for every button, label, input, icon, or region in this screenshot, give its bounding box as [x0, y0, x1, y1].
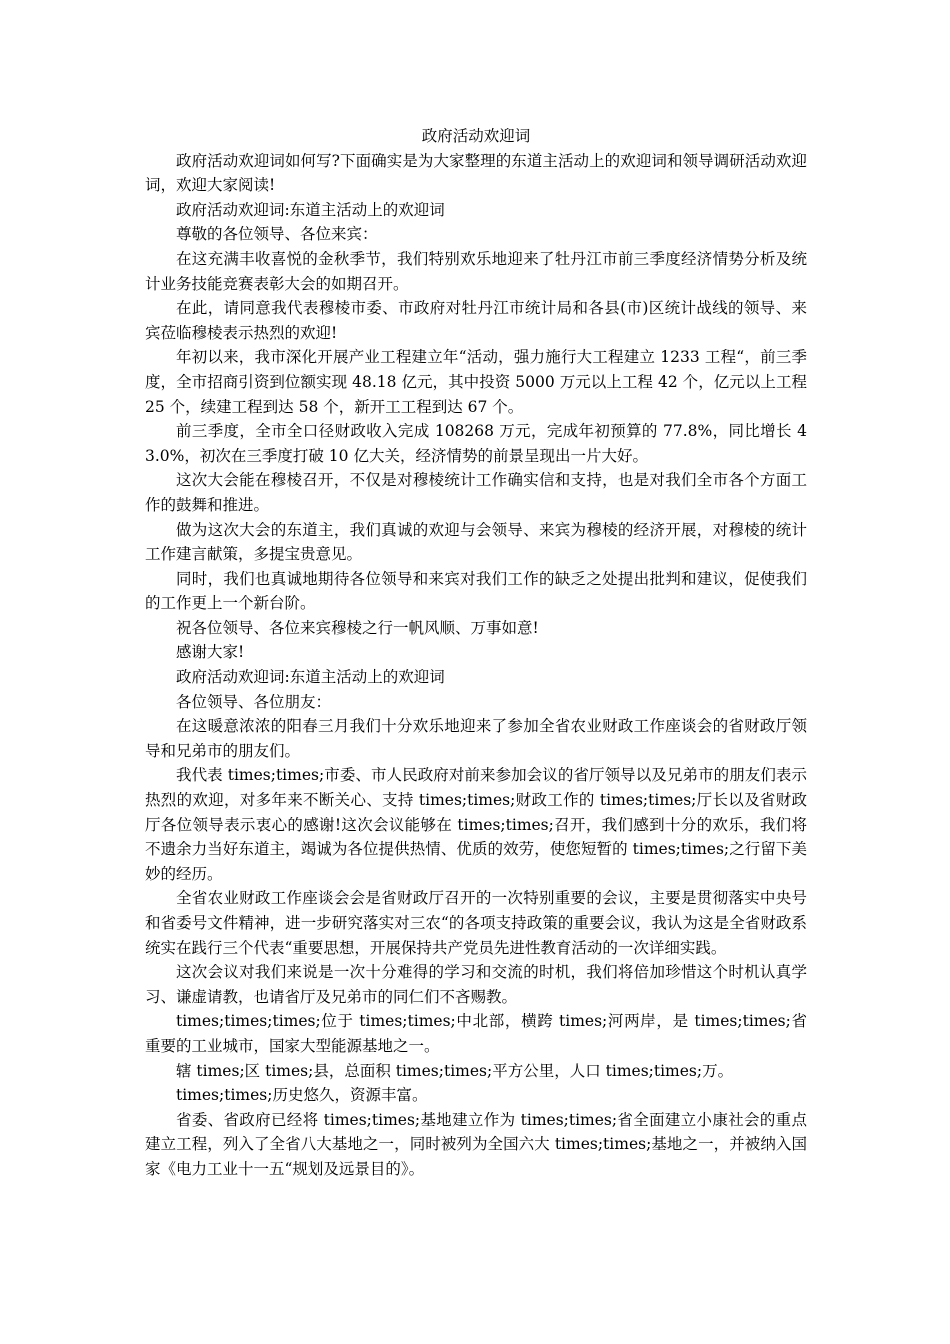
paragraph: 这次大会能在穆棱召开，不仅是对穆棱统计工作确实信和支持，也是对我们全市各个方面工作的鼓舞和推进。 [145, 471, 807, 514]
salutation-1: 尊敬的各位领导、各位来宾： [176, 225, 378, 244]
paragraph: 在此，请同意我代表穆棱市委、市政府对牡丹江市统计局和各县(市)区统计战线的领导、来宾莅临穆棱表示热烈的欢迎! [145, 299, 807, 342]
paragraph: 前三季度，全市全口径财政收入完成 108268 万元，完成年初预算的 77.8%，同比增长 43.0%，初次在三季度打破 10 亿大关，经济情势的前景呈现出一片大好。 [145, 422, 807, 465]
paragraph: 在这暖意浓浓的阳春三月我们十分欢乐地迎来了参加全省农业财政工作座谈会的省财政厅领导和兄弟市的朋友们。 [145, 717, 807, 760]
paragraph: 感谢大家! [176, 643, 245, 662]
paragraph: 同时，我们也真诚地期待各位领导和来宾对我们工作的缺乏之处提出批判和建议，促使我们的工作更上一个新台阶。 [145, 569, 807, 613]
section-heading-1: 政府活动欢迎词:东道主活动上的欢迎词 [176, 200, 445, 219]
paragraph: 祝各位领导、各位来宾穆棱之行一帆风顺、万事如意! [176, 618, 539, 637]
paragraph: 我代表 times;times;市委、市人民政府对前来参加会议的省厅领导以及兄弟市的朋友们表示热烈的欢迎，对多年来不断关心、支持 times;times;财政工作的 times;times;厅长以及省财政厅各位领导表示衷心的感谢!这次会议能够在 times;times;召开，我们感到十分的欢乐，我们将不遗余力当好东道主，竭诚为各位提供热情、优质的效劳，使您短暂的 times;times;之行留下美妙的经历。 [145, 766, 807, 883]
salutation-2: 各位领导、各位朋友： [176, 692, 332, 711]
paragraph: times;times;times;位于 times;times;中北部，横跨 times;河两岸，是 times;times;省重要的工业城市，国家大型能源基地之一。 [145, 1012, 807, 1055]
paragraph: times;times;历史悠久，资源丰富。 [176, 1086, 428, 1105]
paragraph: 在这充满丰收喜悦的金秋季节，我们特别欢乐地迎来了牡丹江市前三季度经济情势分析及统计业务技能竞赛表彰大会的如期召开。 [145, 249, 807, 293]
paragraph-intro: 政府活动欢迎词如何写?下面确实是为大家整理的东道主活动上的欢迎词和领导调研活动欢迎词，欢迎大家阅读! [145, 151, 807, 195]
paragraph: 年初以来，我市深化开展产业工程建立年“活动，强力施行大工程建立 1233 工程“，前三季度，全市招商引资到位额实现 48.18 亿元，其中投资 5000 万元以上工程 42 个，亿元以上工程 25 个，续建工程到达 58 个，新开工工程到达 67 个。 [145, 348, 807, 416]
paragraph: 辖 times;区 times;县，总面积 times;times;平方公里，人口 times;times;万。 [176, 1061, 734, 1080]
document-title: 政府活动欢迎词 [421, 127, 531, 145]
paragraph: 这次会议对我们来说是一次十分难得的学习和交流的时机，我们将倍加珍惜这个时机认真学习、谦虚请教，也请省厅及兄弟市的同仁们不吝赐教。 [145, 963, 807, 1006]
document-page [145, 124, 807, 1182]
paragraph: 全省农业财政工作座谈会会是省财政厅召开的一次特别重要的会议，主要是贯彻落实中央号和省委号文件精神，进一步研究落实对三农“的各项支持政策的重要会议，我认为这是全省财政系统实在践行三个代表“重要思想，开展保持共产党员先进性教育活动的一次详细实践。 [145, 889, 807, 957]
section-heading-2: 政府活动欢迎词:东道主活动上的欢迎词 [176, 668, 445, 687]
paragraph: 做为这次大会的东道主，我们真诚的欢迎与会领导、来宾为穆棱的经济开展，对穆棱的统计工作建言献策，多提宝贵意见。 [145, 520, 807, 564]
paragraph: 省委、省政府已经将 times;times;基地建立作为 times;times;省全面建立小康社会的重点建立工程，列入了全省八大基地之一，同时被列为全国六大 times;times;基地之一，并被纳入国家《电力工业十一五“规划及远景目的》。 [145, 1110, 807, 1178]
